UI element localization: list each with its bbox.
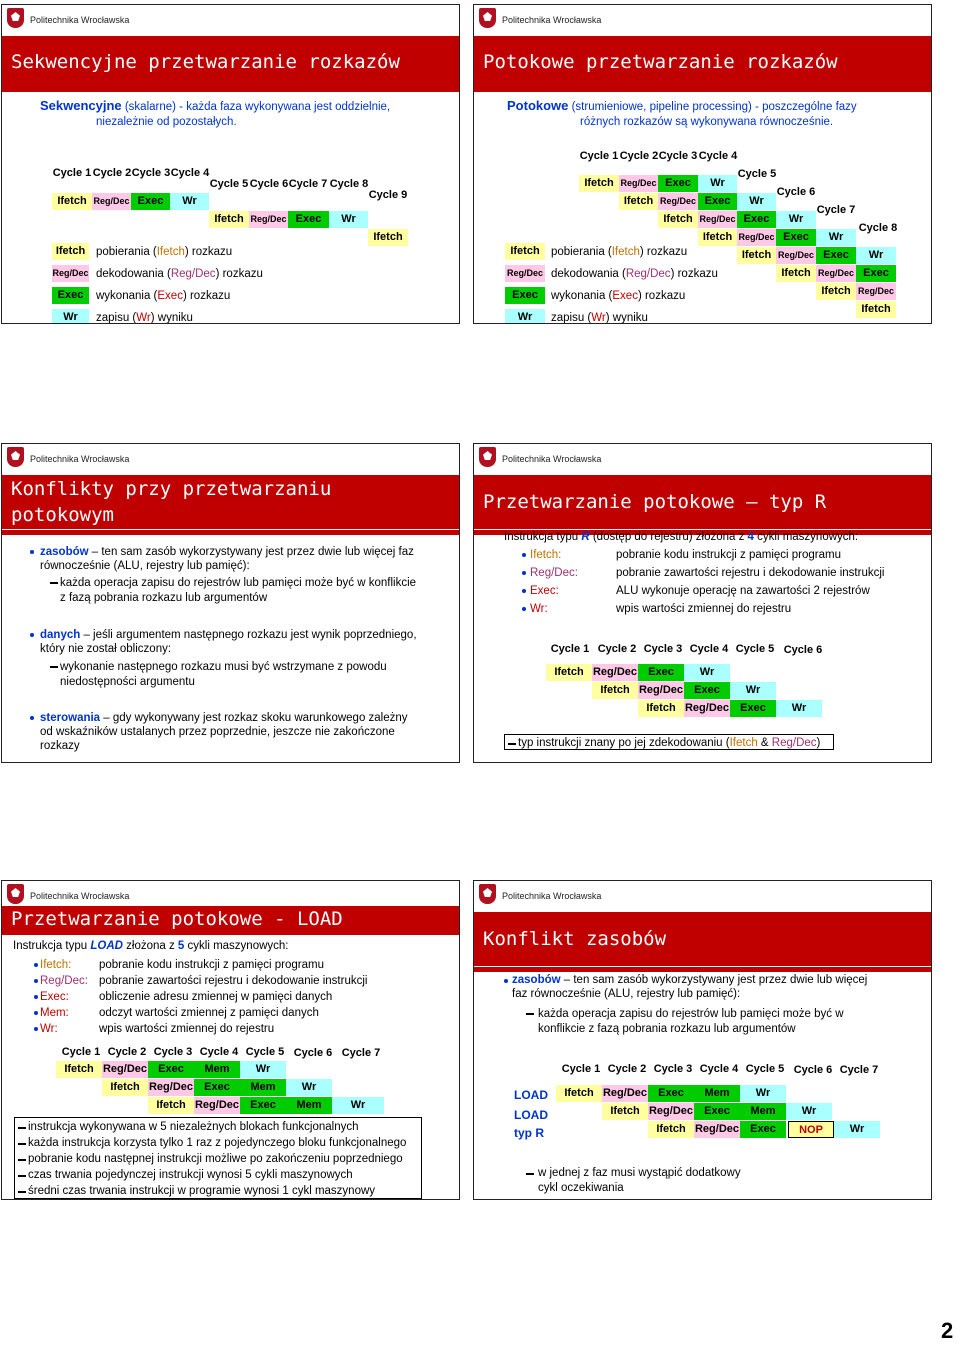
item-value: obliczenie adresu zmiennej w pamięci danych (99, 991, 333, 1003)
phase-wr: Wr (776, 700, 822, 717)
title-underbar (474, 967, 931, 972)
university-logo-icon (479, 447, 496, 467)
page-number: 2 (941, 1318, 954, 1343)
bullet (34, 1011, 38, 1015)
bullet-control: sterowania – gdy wykonywany jest rozkaz skoku warunkowego zależny (40, 712, 408, 724)
phase-exec: Exec (288, 211, 329, 228)
phase-wr: Wr (170, 193, 209, 210)
intro-line-1 (40, 99, 390, 114)
bullet-resources-cont: faz równocześnie (ALU, rejestry lub pamięć): (512, 988, 741, 1000)
legend-regdec: dekodowania (Reg/Dec) rozkazu (551, 268, 718, 280)
item-value: ALU wykonuje operację na zawartości 2 rejestrów (616, 585, 870, 597)
cycle-header: Cycle 7 (839, 1064, 879, 1076)
cycle-header: Cycle 2 (619, 150, 659, 162)
dash (50, 666, 58, 668)
university-name: Politechnika Wrocławska (502, 15, 602, 25)
slide-load (1, 880, 460, 1200)
phase-regdec: Reg/Dec (249, 211, 288, 228)
cycle-header: Cycle 3 (131, 167, 171, 179)
phase-exec: Exec (816, 247, 856, 264)
slide-title: Przetwarzanie potokowe – typ R (483, 491, 827, 513)
cycle-header: Cycle 7 (341, 1047, 381, 1059)
phase-ifetch: Ifetch (579, 175, 619, 192)
phase-regdec: Reg/Dec (619, 175, 658, 192)
cycle-header: Cycle 2 (597, 643, 637, 655)
item-key: Exec: (40, 991, 69, 1003)
slide-title-line-1: Konflikty przy przetwarzaniu (11, 478, 332, 500)
cycle-header: Cycle 6 (793, 1064, 833, 1076)
slide-type-r (473, 443, 932, 763)
cycle-header: Cycle 5 (745, 1063, 785, 1075)
university-logo-icon (479, 8, 496, 28)
cycle-header: Cycle 1 (550, 643, 590, 655)
row-label: LOAD (514, 1088, 548, 1102)
cycle-header: Cycle 1 (579, 150, 619, 162)
phase-ifetch: Ifetch (619, 193, 658, 210)
item-key: Mem: (40, 1007, 69, 1019)
bullet (34, 1027, 38, 1031)
cycle-header: Cycle 4 (170, 167, 210, 179)
intro-line-2: niezależnie od pozostałych. (96, 116, 237, 128)
phase-exec: Exec (638, 664, 684, 681)
legend-ifetch: pobierania (Ifetch) rozkazu (551, 246, 688, 258)
bullet (30, 633, 34, 637)
phase-ifetch: Ifetch (737, 247, 776, 264)
phase-ifetch: Ifetch (368, 229, 408, 246)
slide-title: Potokowe przetwarzanie rozkazów (483, 51, 838, 73)
title-band (2, 906, 459, 933)
intro: Instrukcja typu LOAD złożona z 5 cykli maszynowych: (13, 940, 289, 952)
phase-regdec: Reg/Dec (816, 265, 856, 282)
phase-ifetch: Ifetch (698, 229, 737, 246)
cycle-header: Cycle 2 (607, 1063, 647, 1075)
phase-exec: Exec (148, 1061, 194, 1078)
note: typ instrukcji znany po jej zdekodowaniu (Ifetch & Reg/Dec) (518, 737, 821, 749)
bullet (34, 963, 38, 967)
phase-exec: Exec (698, 193, 737, 210)
note: czas trwania pojedynczej instrukcji wynosi 5 cykli maszynowych (28, 1169, 353, 1181)
sub-resources-2: z fazą pobrania rozkazu lub argumentów (60, 592, 268, 604)
slide-title: Przetwarzanie potokowe - LOAD (11, 908, 343, 930)
phase-wr: Wr (856, 247, 896, 264)
title-underbar (2, 932, 459, 935)
cycle-header: Cycle 5 (735, 643, 775, 655)
cycle-header: Cycle 6 (783, 644, 823, 656)
title-band (2, 36, 459, 92)
phase-ifetch: Ifetch (592, 682, 638, 699)
phase-wr: Wr (240, 1061, 286, 1078)
dash (508, 743, 516, 745)
sub-1: każda operacja zapisu do rejestrów lub pamięci może być w (538, 1008, 844, 1020)
phase-nop: NOP (788, 1121, 834, 1138)
item-value: pobranie zawartości rejestru i dekodowanie instrukcji (616, 567, 885, 579)
bullet-resources: zasobów – ten sam zasób wykorzystywany jest przez dwie lub więcej (512, 974, 868, 986)
note: średni czas trwania instrukcji w programie wynosi 1 cykl maszynowy (28, 1185, 376, 1197)
sub-data-2: niedostępności argumentu (60, 676, 195, 688)
slide-header (2, 5, 459, 31)
intro-key: Sekwencyjne (40, 98, 122, 113)
bullet (522, 589, 526, 593)
item-key: Wr: (530, 603, 548, 615)
cycle-header: Cycle 5 (245, 1046, 285, 1058)
item-value: wpis wartości zmiennej do rejestru (616, 603, 792, 615)
cycle-header: Cycle 8 (329, 178, 369, 190)
dash (18, 1191, 26, 1193)
university-name: Politechnika Wrocławska (30, 891, 130, 901)
slide-header (474, 444, 931, 470)
item-key: Reg/Dec: (530, 567, 578, 579)
cycle-header: Cycle 6 (249, 178, 289, 190)
phase-ifetch: Ifetch (148, 1097, 194, 1114)
legend-box-ifetch: Ifetch (52, 243, 89, 260)
cycle-header: Cycle 4 (699, 1063, 739, 1075)
bullet-resources-cont: równocześnie (ALU, rejestry lub pamięć): (40, 560, 250, 572)
phase-ifetch: Ifetch (556, 1085, 602, 1102)
note: pobranie kodu następnej instrukcji możliwe po zakończeniu poprzedniego (28, 1153, 403, 1165)
phase-regdec: Reg/Dec (102, 1061, 148, 1078)
intro-line-2: różnych rozkazów są wykonywana równocześnie. (580, 116, 834, 128)
dash (50, 582, 58, 584)
slide-header (474, 881, 931, 907)
phase-regdec: Reg/Dec (602, 1085, 648, 1102)
phase-wr: Wr (698, 175, 737, 192)
item-key: Ifetch: (40, 959, 72, 971)
dash (526, 1013, 534, 1015)
slide-conflicts (1, 443, 460, 763)
phase-exec: Exec (684, 682, 730, 699)
slide-header (2, 881, 459, 907)
legend-exec: wykonania (Exec) rozkazu (551, 290, 686, 302)
bullet-data-cont: który nie został obliczony: (40, 643, 172, 655)
cycle-header: Cycle 2 (92, 167, 132, 179)
phase-wr: Wr (684, 664, 730, 681)
slide-title-line-2: potokowym (11, 504, 114, 526)
slide-header (474, 5, 931, 31)
phase-regdec: Reg/Dec (648, 1103, 694, 1120)
university-logo-icon (479, 884, 496, 904)
sub-data-1: wykonanie następnego rozkazu musi być wstrzymane z powodu (60, 661, 387, 673)
phase-regdec: Reg/Dec (194, 1097, 240, 1114)
legend-box-exec: Exec (505, 287, 545, 304)
cycle-header: Cycle 4 (689, 643, 729, 655)
phase-ifetch: Ifetch (209, 211, 249, 228)
cycle-header: Cycle 5 (737, 168, 777, 180)
note: instrukcja wykonywana w 5 niezależnych blokach funkcjonalnych (28, 1121, 359, 1133)
phase-regdec: Reg/Dec (592, 664, 638, 681)
phase-wr: Wr (776, 211, 816, 228)
phase-ifetch: Ifetch (856, 301, 896, 318)
title-band (2, 475, 459, 529)
title-underbar (2, 530, 459, 535)
phase-regdec: Reg/Dec (856, 283, 896, 300)
cycle-header: Cycle 8 (858, 222, 898, 234)
legend-wr: zapisu (Wr) wyniku (96, 312, 193, 324)
phase-regdec: Reg/Dec (638, 682, 684, 699)
phase-exec: Exec (856, 265, 896, 282)
cycle-header: Cycle 3 (153, 1046, 193, 1058)
cycle-header: Cycle 6 (776, 186, 816, 198)
legend-box-exec: Exec (52, 287, 89, 304)
cycle-header: Cycle 9 (368, 189, 408, 201)
bullet-control-cont: od wskaźników ustalanych przez poprzednie, jeszcze nie zakończone (40, 726, 395, 738)
phase-wr: Wr (740, 1085, 786, 1102)
phase-mem: Mem (194, 1061, 240, 1078)
bullet-resources: zasobów – ten sam zasób wykorzystywany jest przez dwie lub więcej faz (40, 546, 414, 558)
legend-ifetch: pobierania (Ifetch) rozkazu (96, 246, 233, 258)
legend-regdec: dekodowania (Reg/Dec) rozkazu (96, 268, 263, 280)
phase-ifetch: Ifetch (546, 664, 592, 681)
legend-box-wr: Wr (52, 309, 89, 324)
item-key: Reg/Dec: (40, 975, 88, 987)
university-logo-icon (7, 884, 24, 904)
legend-box-regdec: Reg/Dec (52, 265, 89, 282)
phase-regdec: Reg/Dec (92, 193, 131, 210)
phase-regdec: Reg/Dec (698, 211, 737, 228)
university-name: Politechnika Wrocławska (502, 454, 602, 464)
note-line-2: cykl oczekiwania (538, 1182, 624, 1194)
item-key: Exec: (530, 585, 559, 597)
phase-regdec: Reg/Dec (737, 229, 776, 246)
phase-wr: Wr (286, 1079, 332, 1096)
row-label: typ R (514, 1126, 544, 1140)
item-value: pobranie kodu instrukcji z pamięci programu (99, 959, 324, 971)
phase-mem: Mem (740, 1103, 786, 1120)
phase-ifetch: Ifetch (776, 265, 816, 282)
intro-line-1: Potokowe (strumieniowe, pipeline processing) - poszczególne fazy (507, 98, 857, 113)
phase-regdec: Reg/Dec (776, 247, 816, 264)
dash (18, 1159, 26, 1161)
title-band (474, 36, 931, 92)
phase-wr: Wr (816, 229, 856, 246)
phase-ifetch: Ifetch (658, 211, 698, 228)
bullet (522, 571, 526, 575)
dash (18, 1127, 26, 1129)
intro: Instrukcja typu R (dostęp do rejestru) złożona z 4 cykli maszynowych: (504, 531, 859, 543)
intro-text: (skalarne) - każda faza wykonywana jest oddzielnie, (121, 101, 391, 113)
phase-ifetch: Ifetch (602, 1103, 648, 1120)
cycle-header: Cycle 4 (199, 1046, 239, 1058)
phase-exec: Exec (131, 193, 170, 210)
slide-title: Sekwencyjne przetwarzanie rozkazów (11, 51, 400, 73)
phase-exec: Exec (648, 1085, 694, 1102)
phase-exec: Exec (776, 229, 816, 246)
phase-exec: Exec (194, 1079, 240, 1096)
item-key: Wr: (40, 1023, 58, 1035)
slide-pipelined (473, 4, 932, 324)
bullet (504, 979, 508, 983)
cycle-header: Cycle 2 (107, 1046, 147, 1058)
bullet-data: danych – jeśli argumentem następnego rozkazu jest wynik poprzedniego, (40, 629, 417, 641)
phase-ifetch: Ifetch (102, 1079, 148, 1096)
slide-title: Konflikt zasobów (483, 928, 667, 950)
phase-wr: Wr (786, 1103, 832, 1120)
phase-mem: Mem (240, 1079, 286, 1096)
cycle-header: Cycle 1 (61, 1046, 101, 1058)
cycle-header: Cycle 1 (52, 167, 92, 179)
bullet (34, 995, 38, 999)
university-name: Politechnika Wrocławska (30, 15, 130, 25)
cycle-header: Cycle 4 (698, 150, 738, 162)
phase-exec: Exec (740, 1121, 786, 1138)
bullet-control-cont2: rozkazy (40, 740, 80, 752)
phase-ifetch: Ifetch (56, 1061, 102, 1078)
cycle-header: Cycle 1 (561, 1063, 601, 1075)
phase-exec: Exec (694, 1103, 740, 1120)
phase-mem: Mem (286, 1097, 332, 1114)
item-value: wpis wartości zmiennej do rejestru (99, 1023, 275, 1035)
row-label: LOAD (514, 1108, 548, 1122)
phase-exec: Exec (658, 175, 698, 192)
title-band (474, 912, 931, 966)
cycle-header: Cycle 6 (293, 1047, 333, 1059)
bullet (30, 550, 34, 554)
phase-regdec: Reg/Dec (694, 1121, 740, 1138)
phase-ifetch: Ifetch (648, 1121, 694, 1138)
phase-regdec: Reg/Dec (658, 193, 698, 210)
university-logo-icon (7, 8, 24, 28)
phase-exec: Exec (737, 211, 776, 228)
item-value: pobranie kodu instrukcji z pamięci programu (616, 549, 841, 561)
bullet (30, 716, 34, 720)
cycle-header: Cycle 3 (643, 643, 683, 655)
bullet (34, 979, 38, 983)
phase-wr: Wr (834, 1121, 880, 1138)
phase-wr: Wr (730, 682, 776, 699)
phase-wr: Wr (737, 193, 776, 210)
slide-header (2, 444, 459, 470)
cycle-header: Cycle 7 (816, 204, 856, 216)
phase-ifetch: Ifetch (638, 700, 684, 717)
item-key: Ifetch: (530, 549, 562, 561)
cycle-header: Cycle 3 (653, 1063, 693, 1075)
note-line-1: w jednej z faz musi wystąpić dodatkowy (538, 1167, 741, 1179)
sub-2: konflikcie z fazą pobrania rozkazu lub argumentów (538, 1023, 796, 1035)
phase-wr: Wr (332, 1097, 384, 1114)
bullet (522, 607, 526, 611)
university-logo-icon (7, 447, 24, 467)
legend-box-wr: Wr (505, 309, 545, 324)
phase-mem: Mem (694, 1085, 740, 1102)
university-name: Politechnika Wrocławska (502, 891, 602, 901)
dash (18, 1143, 26, 1145)
sub-resources-1: każda operacja zapisu do rejestrów lub pamięci może być w konflikcie (60, 577, 417, 589)
dash (18, 1175, 26, 1177)
cycle-header: Cycle 3 (658, 150, 698, 162)
phase-exec: Exec (730, 700, 776, 717)
legend-exec: wykonania (Exec) rozkazu (96, 290, 231, 302)
item-value: odczyt wartości zmiennej z pamięci danych (99, 1007, 319, 1019)
cycle-header: Cycle 7 (288, 178, 328, 190)
dash (526, 1173, 534, 1175)
legend-box-ifetch: Ifetch (505, 243, 545, 260)
phase-regdec: Reg/Dec (148, 1079, 194, 1096)
item-value: pobranie zawartości rejestru i dekodowanie instrukcji (99, 975, 368, 987)
bullet (522, 553, 526, 557)
phase-ifetch: Ifetch (816, 283, 856, 300)
phase-wr: Wr (329, 211, 368, 228)
phase-ifetch: Ifetch (52, 193, 92, 210)
phase-exec: Exec (240, 1097, 286, 1114)
note: każda instrukcja korzysta tylko 1 raz z pojedynczego bloku funkcjonalnego (28, 1137, 407, 1149)
cycle-header: Cycle 5 (209, 178, 249, 190)
title-band (474, 475, 931, 529)
slide-resource-conflict (473, 880, 932, 1200)
university-name: Politechnika Wrocławska (30, 454, 130, 464)
legend-box-regdec: Reg/Dec (505, 265, 545, 282)
phase-regdec: Reg/Dec (684, 700, 730, 717)
legend-wr: zapisu (Wr) wyniku (551, 312, 648, 324)
slide-sequential (1, 4, 460, 324)
